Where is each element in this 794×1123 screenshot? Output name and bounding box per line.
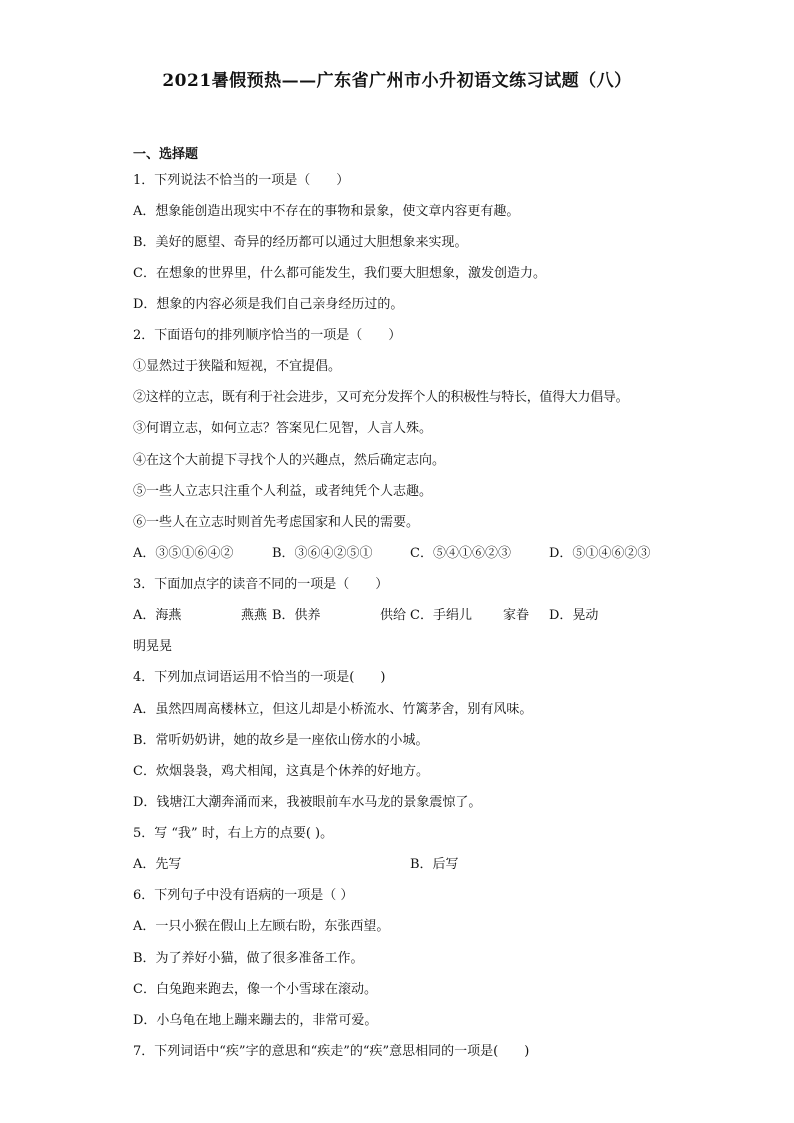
question-5-option-a: A．先写 (133, 857, 182, 872)
question-3-option-b-word1: B．供养 (272, 608, 321, 623)
question-2-stem: 2．下面语句的排列顺序恰当的一项是（ ） (133, 328, 402, 343)
question-3-option-d-word2: 明晃晃 (133, 639, 173, 654)
page-title: 2021暑假预热——广东省广州市小升初语文练习试题（八） (162, 71, 632, 91)
question-6-option-b: B．为了养好小猫，做了很多准备工作。 (133, 951, 364, 966)
question-2-option-c: C．⑤④①⑥②③ (410, 546, 511, 561)
question-6-stem: 6．下列句子中没有语病的一项是（ ） (133, 888, 354, 903)
question-6-option-c: C．白兔跑来跑去，像一个小雪球在滚动。 (133, 982, 377, 997)
question-7-stem: 7．下列词语中“疾”字的意思和“疾走”的“疾”意思相同的一项是( ) (133, 1044, 530, 1059)
question-2-sentence-4: ④在这个大前提下寻找个人的兴趣点，然后确定志向。 (133, 453, 446, 468)
section-heading: 一、选择题 (133, 147, 199, 162)
question-4-option-b: B．常听奶奶讲，她的故乡是一座依山傍水的小城。 (133, 733, 429, 748)
question-1-stem: 1．下列说法不恰当的一项是（ ） (133, 173, 350, 188)
question-5-stem: 5．写 “我” 时，右上方的点要( )。 (133, 826, 334, 841)
question-3-option-a-word2: 燕燕 (241, 608, 268, 623)
question-2-option-d: D．⑤①④⑥②③ (549, 546, 651, 561)
question-1-option-c: C．在想象的世界里，什么都可能发生，我们要大胆想象，激发创造力。 (133, 266, 546, 281)
question-3-option-c-word2: 家眷 (503, 608, 530, 623)
question-3-option-d-word1: D．晃动 (549, 608, 599, 623)
question-6-option-a: A．一只小猴在假山上左顾右盼，东张西望。 (133, 919, 390, 934)
question-3-option-b-word2: 供给 (380, 608, 407, 623)
question-1-option-b: B．美好的愿望、奇异的经历都可以通过大胆想象来实现。 (133, 235, 468, 250)
question-2-option-a: A．③⑤①⑥④② (133, 546, 234, 561)
question-5-option-b: B．后写 (410, 857, 459, 872)
question-3-option-c-word1: C．手绢儿 (410, 608, 472, 623)
question-2-sentence-2: ②这样的立志，既有利于社会进步，又可充分发挥个人的积极性与特长，值得大力倡导。 (133, 390, 629, 405)
question-4-stem: 4．下列加点词语运用不恰当的一项是( ) (133, 670, 386, 685)
question-2-sentence-3: ③何谓立志，如何立志？答案见仁见智，人言人殊。 (133, 421, 433, 436)
question-3-stem: 3．下面加点字的读音不同的一项是（ ） (133, 577, 389, 592)
question-4-option-c: C．炊烟袅袅，鸡犬相闻，这真是个休养的好地方。 (133, 764, 429, 779)
question-4-option-a: A．虽然四周高楼林立，但这儿却是小桥流水、竹篱茅舍，别有风味。 (133, 702, 533, 717)
question-4-option-d: D．钱塘江大潮奔涌而来，我被眼前车水马龙的景象震惊了。 (133, 795, 482, 810)
question-1-option-a: A．想象能创造出现实中不存在的事物和景象，使文章内容更有趣。 (133, 204, 520, 219)
question-6-option-d: D．小乌龟在地上蹦来蹦去的，非常可爱。 (133, 1013, 378, 1028)
question-1-option-d: D．想象的内容必须是我们自己亲身经历过的。 (133, 297, 404, 312)
question-2-sentence-5: ⑤一些人立志只注重个人利益，或者纯凭个人志趣。 (133, 484, 433, 499)
question-2-option-b: B．③⑥④②⑤① (272, 546, 373, 561)
question-3-option-a-word1: A．海燕 (133, 608, 182, 623)
question-2-sentence-6: ⑥一些人在立志时则首先考虑国家和人民的需要。 (133, 515, 420, 530)
question-2-sentence-1: ①显然过于狭隘和短视，不宜提倡。 (133, 359, 342, 374)
